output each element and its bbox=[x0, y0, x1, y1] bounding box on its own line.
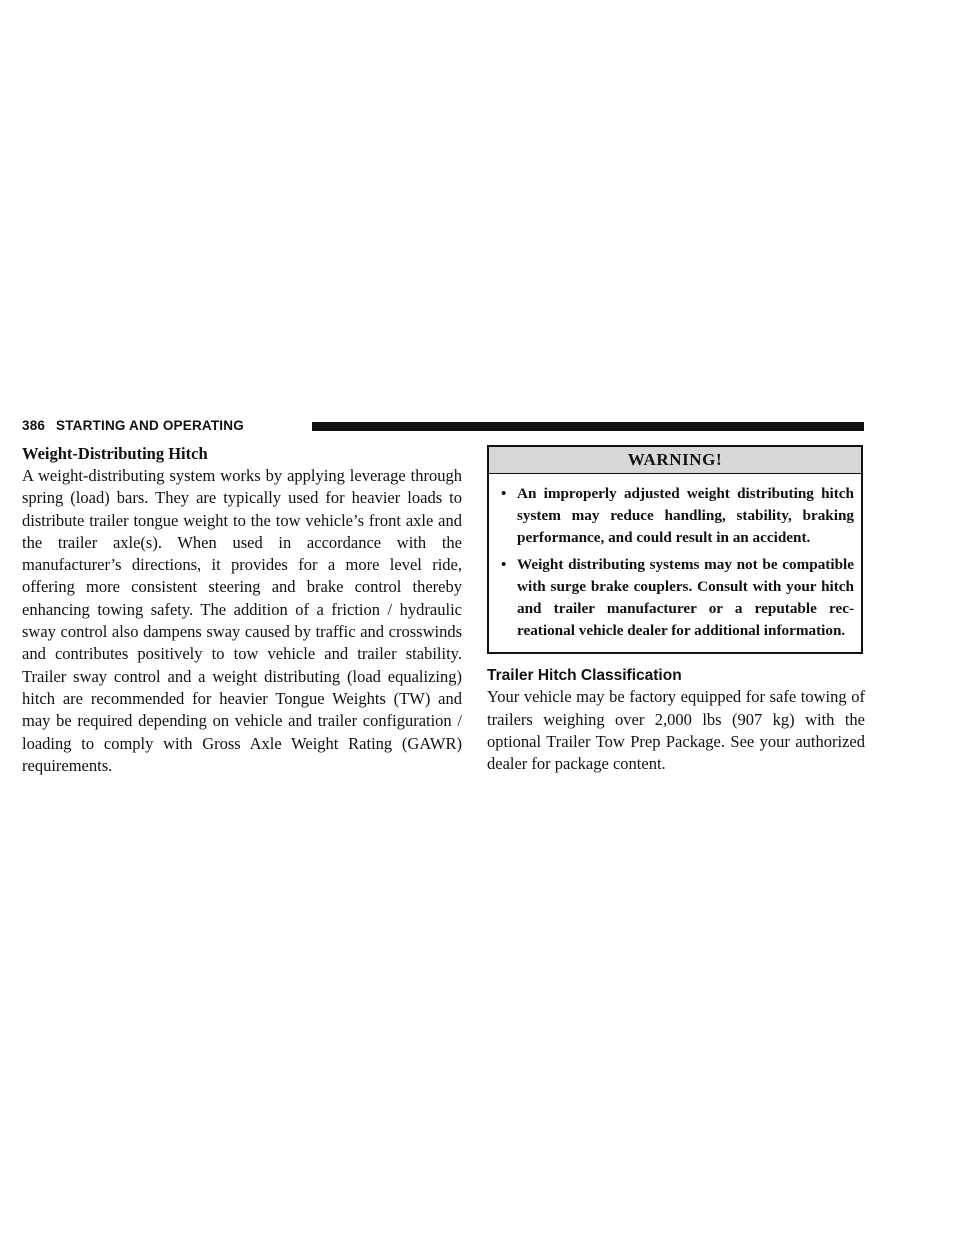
warning-item bbox=[501, 554, 854, 643]
warning-box bbox=[487, 445, 863, 654]
warning-title: WARNING! bbox=[489, 447, 861, 474]
header-rule bbox=[312, 422, 864, 431]
page-number: 386 bbox=[22, 418, 46, 433]
left-column bbox=[22, 443, 462, 777]
trailer-hitch-classification-heading: Trailer Hitch Classification bbox=[487, 667, 682, 685]
warning-item-text: Weight distributing systems may not be compatible with surge brake couplers. Consult with your hitch and trailer manufacturer or a reputable recreational vehicle dealer for additional information. bbox=[517, 555, 854, 640]
warning-item bbox=[501, 483, 854, 550]
page-header bbox=[22, 416, 864, 438]
right-column bbox=[487, 445, 865, 776]
weight-distributing-hitch-paragraph: A weight-distributing system works by applying leverage through spring (load) bars. They are typically used for heavier loads to distribute trailer tongue weight to the tow vehicle’s front axle and the trailer axle(s). When used in accordance with the manufacturer’s directions, it provides for a more level ride, offering more consistent steering and brake control thereby enhancing towing safety. The addition of a friction / hydraulic sway control also dampens sway caused by traffic and crosswinds and contributes positively to tow vehicle and trailer stability. Trailer sway control and a weight distributing (load equalizing) hitch are recommended for heavier Tongue Weights (TW) and may be required depending on vehicle and trailer configuration / loading to comply with Gross Axle Weight Rating (GAWR) requirements. bbox=[22, 466, 462, 775]
warning-item-text: An improperly adjusted weight distributing hitch system may reduce handling, stability, braking performance, and could result in an accident. bbox=[517, 485, 854, 547]
warning-list bbox=[489, 474, 861, 652]
weight-distributing-hitch-heading: Weight-Distributing Hitch bbox=[22, 444, 208, 463]
bullet-icon: • bbox=[501, 485, 507, 502]
section-title: STARTING AND OPERATING bbox=[56, 418, 244, 433]
trailer-hitch-classification-paragraph: Your vehicle may be factory equipped for safe towing of trailers weighing over 2,000 lbs (907 kg) with the optional Trailer Tow Prep Package. See your authorized dealer for package content. bbox=[487, 687, 865, 774]
bullet-icon: • bbox=[501, 555, 507, 573]
